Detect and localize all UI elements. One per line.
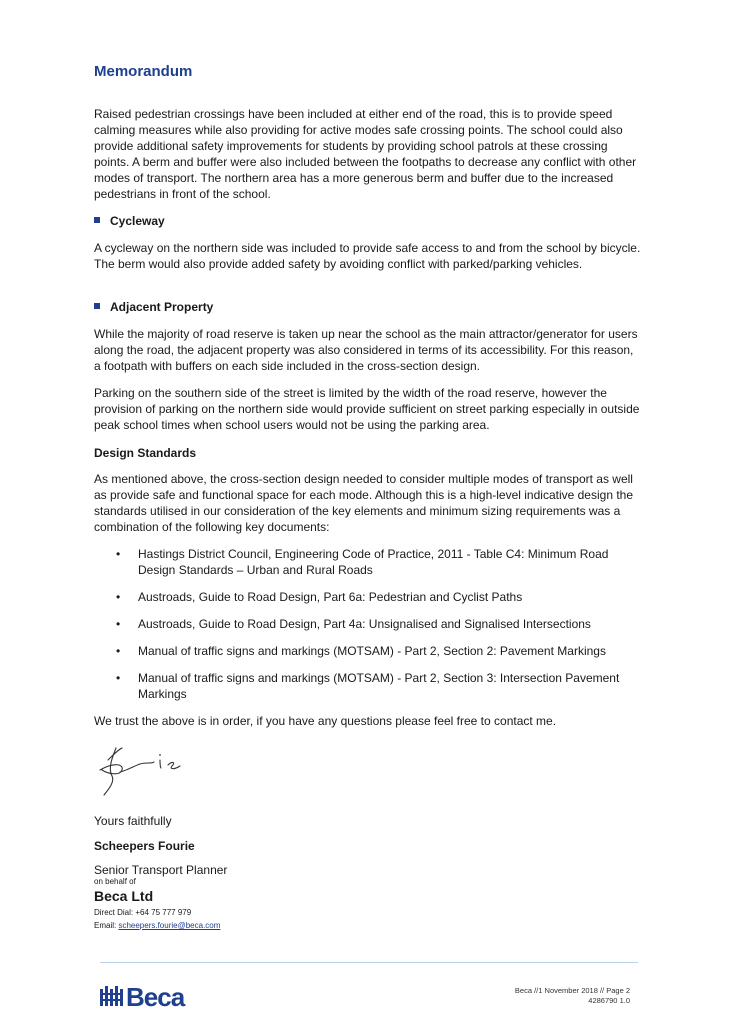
intro-paragraph: Raised pedestrian crossings have been included at either end of the road, this is to provide speed calming measures while also providing for active modes safe crossing points. The school could also provide additional safety improvements for students by providing school patrols at these crossing points. A berm and buffer were also included between the footpaths to decrease any conflict with other modes of transport. The northern area has a more generous berm and buffer due to the increased pedestrians in front of the school. [94, 107, 637, 201]
design-standards-heading: Design Standards [94, 446, 197, 460]
email-label: Email: [94, 921, 119, 930]
reference-text: Manual of traffic signs and markings (MOTSAM) - Part 2, Section 3: Intersection Pavement Markings [138, 671, 620, 701]
bullet-icon: • [116, 617, 121, 631]
handwritten-signature [94, 740, 189, 803]
logo-wordmark: Beca [126, 983, 185, 1009]
footer-divider [100, 962, 638, 963]
adjacent-paragraph-2: Parking on the southern side of the street is limited by the width of the road reserve, however the provision of parking on the northern side would provide sufficient on street parking especially in outside peak school times when school users would not be using the parking area. [94, 386, 640, 432]
direct-dial: Direct Dial: +64 75 777 979 [94, 908, 192, 917]
bullet-icon: • [116, 590, 121, 604]
adjacent-paragraph-1: While the majority of road reserve is taken up near the school as the main attractor/generator for users along the road, the adjacent property was also considered in terms of its accessibility. For this reason, a footpath with buffers on each side included in the cross-section design. [94, 327, 638, 373]
footer-date-page: Beca //1 November 2018 // Page 2 [514, 986, 630, 995]
signatory-name: Scheepers Fourie [94, 839, 195, 853]
reference-text: Hastings District Council, Engineering Code of Practice, 2011 - Table C4: Minimum Road Design Standards – Urban and Rural Roads [138, 547, 609, 577]
bullet-icon: • [116, 644, 121, 658]
bullet-icon: • [116, 671, 121, 685]
footer-doc-number: 4286790 1.0 [588, 996, 630, 1005]
design-paragraph: As mentioned above, the cross-section design needed to consider multiple modes of transport as well as provide safe and functional space for each mode. Although this is a high-level indicative design the standards utilised in our consideration of the key elements and minimum sizing requirements was a combination of the following key documents: [94, 472, 634, 534]
cycleway-heading-label: Cycleway [110, 214, 165, 228]
square-bullet-icon [94, 303, 100, 309]
closing-sentence: We trust the above is in order, if you have any questions please feel free to contact me. [94, 714, 557, 728]
cycleway-paragraph: A cycleway on the northern side was included to provide safe access to and from the school by bicycle. The berm would also provide added safety by avoiding conflict with parked/parking vehicles. [94, 241, 641, 271]
company-name: Beca Ltd [94, 888, 154, 904]
footer-meta [515, 986, 630, 1006]
reference-text: Austroads, Guide to Road Design, Part 4a: Unsignalised and Signalised Intersections [138, 617, 591, 631]
email-link[interactable]: scheepers.fourie@beca.com [118, 921, 221, 930]
page-title: Memorandum [94, 63, 193, 80]
adjacent-heading [94, 299, 213, 315]
on-behalf-label: on behalf of [94, 877, 136, 886]
bullet-icon: • [116, 547, 121, 561]
valediction: Yours faithfully [94, 814, 172, 828]
square-bullet-icon [94, 217, 100, 223]
adjacent-heading-label: Adjacent Property [110, 300, 214, 314]
cycleway-heading [94, 213, 165, 229]
reference-text: Austroads, Guide to Road Design, Part 6a: Pedestrian and Cyclist Paths [138, 590, 523, 604]
signatory-role: Senior Transport Planner [94, 863, 228, 877]
email-line [94, 921, 220, 931]
beca-logo [100, 983, 210, 1014]
reference-text: Manual of traffic signs and markings (MOTSAM) - Part 2, Section 2: Pavement Markings [138, 644, 606, 658]
